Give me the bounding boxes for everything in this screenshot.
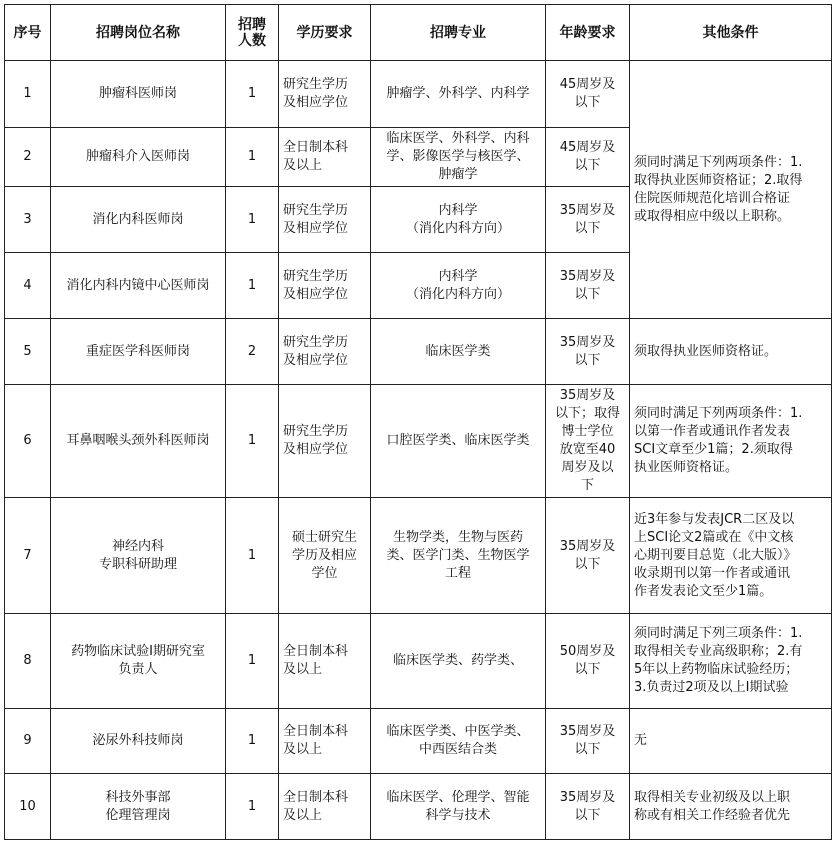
cell-other: 无 xyxy=(630,709,832,774)
cell-count: 1 xyxy=(226,253,279,319)
cell-edu: 研究生学历 及相应学位 xyxy=(279,385,371,498)
cell-edu: 全日制本科 及以上 xyxy=(279,774,371,840)
cell-edu: 全日制本科 及以上 xyxy=(279,709,371,774)
cell-seq: 5 xyxy=(5,319,51,385)
cell-edu: 研究生学历 及相应学位 xyxy=(279,61,371,128)
table-row xyxy=(5,774,832,840)
cell-major: 临床医学类 xyxy=(371,319,546,385)
cell-seq: 3 xyxy=(5,187,51,253)
header-major: 招聘专业 xyxy=(371,5,546,61)
cell-count: 1 xyxy=(226,128,279,187)
cell-post: 神经内科 专职科研助理 xyxy=(51,498,226,614)
cell-post: 耳鼻咽喉头颈外科医师岗 xyxy=(51,385,226,498)
cell-post: 重症医学科医师岗 xyxy=(51,319,226,385)
cell-edu: 研究生学历 及相应学位 xyxy=(279,253,371,319)
table-row xyxy=(5,385,832,498)
table-row xyxy=(5,709,832,774)
cell-major: 临床医学、伦理学、智能 科学与技术 xyxy=(371,774,546,840)
cell-seq: 10 xyxy=(5,774,51,840)
cell-seq: 4 xyxy=(5,253,51,319)
cell-edu: 硕士研究生 学历及相应 学位 xyxy=(279,498,371,614)
cell-count: 1 xyxy=(226,187,279,253)
cell-post: 消化内科医师岗 xyxy=(51,187,226,253)
cell-major: 临床医学类、药学类、 xyxy=(371,614,546,709)
header-row xyxy=(5,5,832,61)
cell-post: 肿瘤科医师岗 xyxy=(51,61,226,128)
header-post: 招聘岗位名称 xyxy=(51,5,226,61)
cell-seq: 2 xyxy=(5,128,51,187)
cell-seq: 1 xyxy=(5,61,51,128)
header-count: 招聘 人数 xyxy=(226,5,279,61)
cell-seq: 6 xyxy=(5,385,51,498)
cell-other: 近3年参与发表JCR二区及以 上SCI论文2篇或在《中文核 心期刊要目总览（北大版）》 收录期刊以第一作者或通讯 作者发表论文至少1篇。 xyxy=(630,498,832,614)
cell-count: 1 xyxy=(226,498,279,614)
cell-age: 35周岁及 以下 xyxy=(546,774,630,840)
cell-post: 科技外事部 伦理管理岗 xyxy=(51,774,226,840)
cell-post: 药物临床试验Ⅰ期研究室 负责人 xyxy=(51,614,226,709)
header-edu: 学历要求 xyxy=(279,5,371,61)
recruitment-table xyxy=(4,4,832,840)
cell-post: 泌尿外科技师岗 xyxy=(51,709,226,774)
cell-age: 35周岁及 以下 xyxy=(546,498,630,614)
cell-age: 35周岁及 以下；取得 博士学位 放宽至40 周岁及以 下 xyxy=(546,385,630,498)
table-row xyxy=(5,614,832,709)
cell-age: 35周岁及 以下 xyxy=(546,709,630,774)
cell-other-merged: 须同时满足下列两项条件：1. 取得执业医师资格证；2.取得 住院医师规范化培训合格证 或取得相应中级以上职称。 xyxy=(630,61,832,319)
cell-age: 50周岁及 以下 xyxy=(546,614,630,709)
cell-count: 1 xyxy=(226,709,279,774)
cell-count: 1 xyxy=(226,774,279,840)
header-seq: 序号 xyxy=(5,5,51,61)
cell-major: 临床医学类、中医学类、 中西医结合类 xyxy=(371,709,546,774)
cell-other: 须同时满足下列三项条件：1. 取得相关专业高级职称；2.有 5年以上药物临床试验经历； 3.负责过2项及以上Ⅰ期试验 xyxy=(630,614,832,709)
cell-seq: 8 xyxy=(5,614,51,709)
cell-major: 内科学 （消化内科方向） xyxy=(371,187,546,253)
cell-age: 45周岁及 以下 xyxy=(546,128,630,187)
cell-major: 内科学 （消化内科方向） xyxy=(371,253,546,319)
cell-count: 1 xyxy=(226,385,279,498)
cell-age: 35周岁及 以下 xyxy=(546,253,630,319)
cell-seq: 9 xyxy=(5,709,51,774)
cell-seq: 7 xyxy=(5,498,51,614)
cell-edu: 研究生学历 及相应学位 xyxy=(279,319,371,385)
cell-count: 1 xyxy=(226,614,279,709)
cell-major: 肿瘤学、外科学、内科学 xyxy=(371,61,546,128)
header-other: 其他条件 xyxy=(630,5,832,61)
cell-age: 45周岁及 以下 xyxy=(546,61,630,128)
cell-post: 消化内科内镜中心医师岗 xyxy=(51,253,226,319)
cell-age: 35周岁及 以下 xyxy=(546,319,630,385)
table-row xyxy=(5,319,832,385)
cell-major: 生物学类，生物与医药 类、医学门类、生物医学 工程 xyxy=(371,498,546,614)
table-row xyxy=(5,61,832,128)
table-row xyxy=(5,498,832,614)
cell-count: 2 xyxy=(226,319,279,385)
cell-count: 1 xyxy=(226,61,279,128)
cell-other: 须取得执业医师资格证。 xyxy=(630,319,832,385)
cell-major: 临床医学、外科学、内科 学、影像医学与核医学、 肿瘤学 xyxy=(371,128,546,187)
cell-edu: 全日制本科 及以上 xyxy=(279,128,371,187)
cell-post: 肿瘤科介入医师岗 xyxy=(51,128,226,187)
header-age: 年龄要求 xyxy=(546,5,630,61)
cell-age: 35周岁及 以下 xyxy=(546,187,630,253)
cell-edu: 全日制本科 及以上 xyxy=(279,614,371,709)
cell-major: 口腔医学类、临床医学类 xyxy=(371,385,546,498)
cell-edu: 研究生学历 及相应学位 xyxy=(279,187,371,253)
cell-other: 取得相关专业初级及以上职 称或有相关工作经验者优先 xyxy=(630,774,832,840)
cell-other: 须同时满足下列两项条件：1. 以第一作者或通讯作者发表 SCI文章至少1篇；2.须取得 执业医师资格证。 xyxy=(630,385,832,498)
